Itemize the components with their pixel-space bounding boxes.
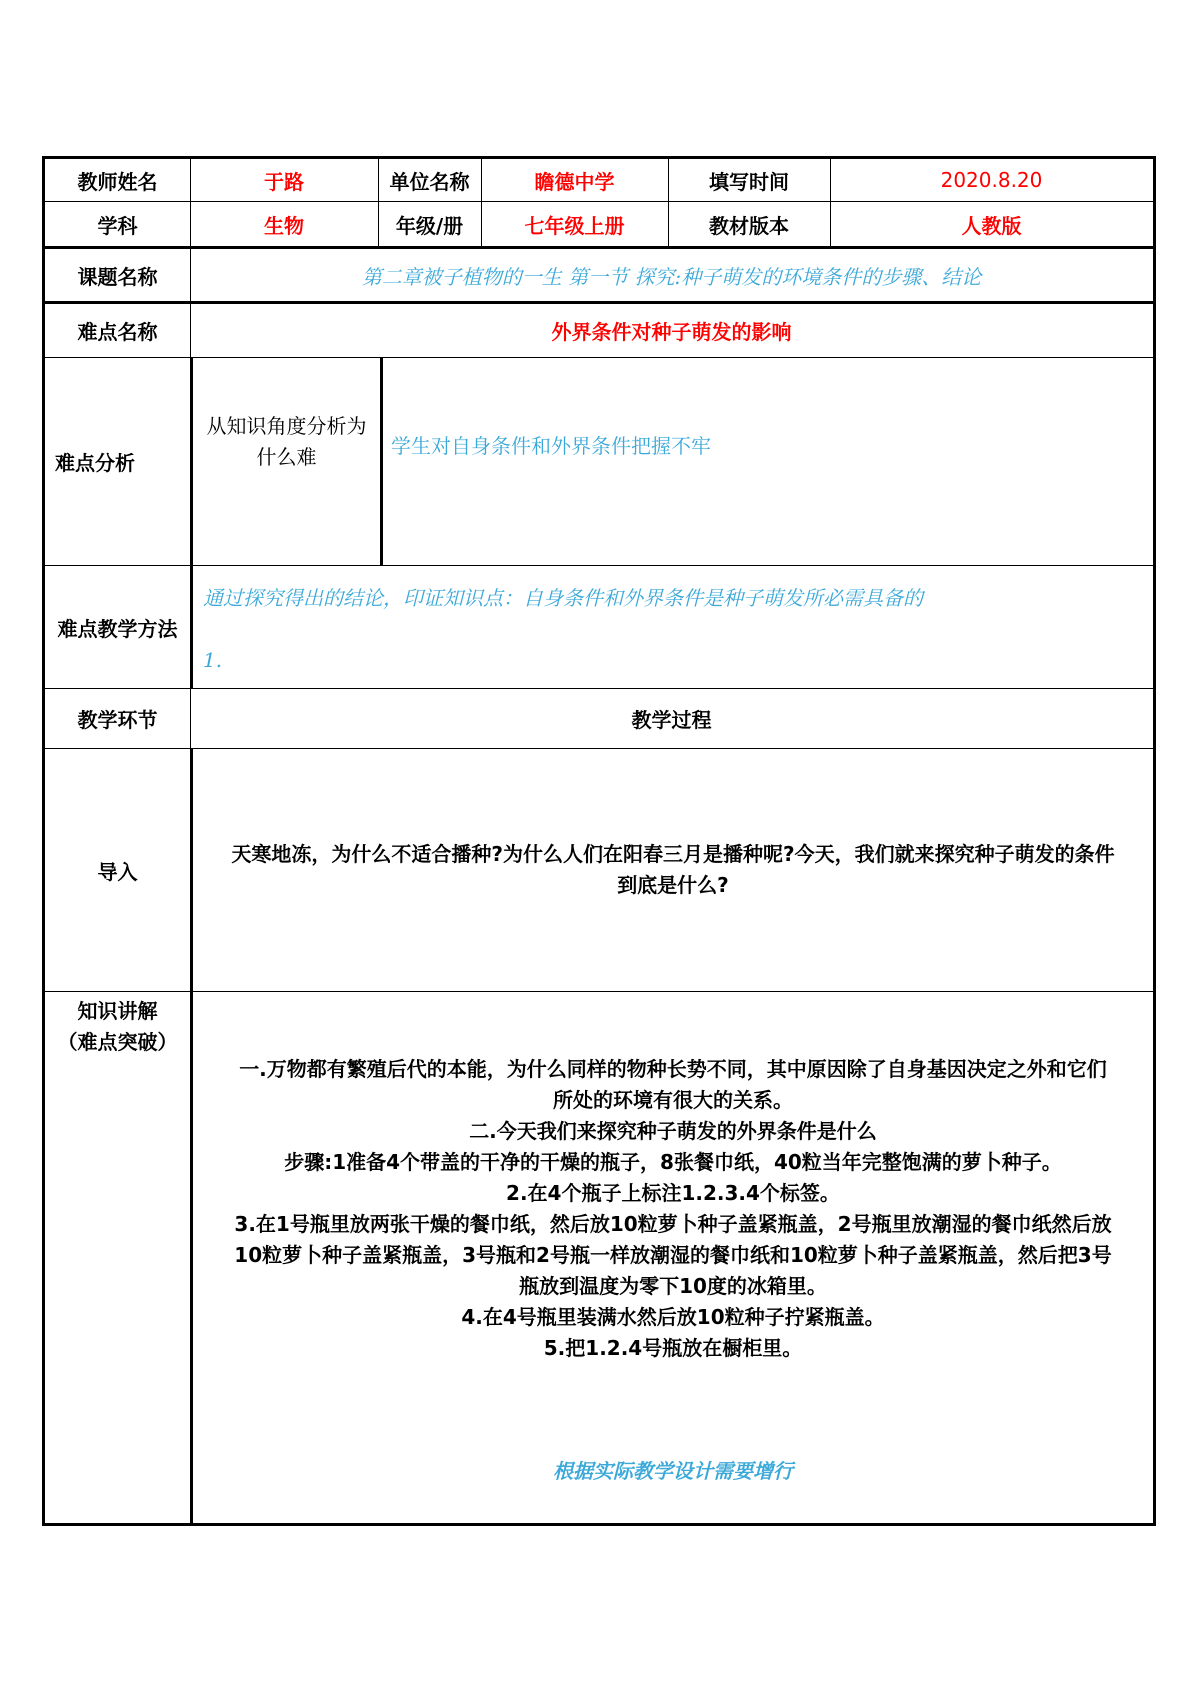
grade-label: 年级/册: [395, 213, 464, 238]
row-subject: [42, 201, 1156, 246]
topic-label: 课题名称: [77, 264, 158, 289]
subject-value: 生物: [264, 213, 304, 238]
teacher-name-value: 于路: [264, 169, 304, 194]
fill-time-label: 填写时间: [709, 169, 789, 194]
knowledge-line: 一.万物都有繁殖后代的本能，为什么同样的物种长势不同，其中原因除了自身基因决定之外和它们: [239, 1057, 1107, 1081]
intro-line1: 天寒地冻，为什么不适合播种?为什么人们在阳春三月是播种呢?今天，我们就来探究种子萌发的条件: [231, 842, 1115, 866]
teaching-process-label: 教学过程: [631, 708, 712, 732]
fill-time-value: 2020.8.20: [940, 168, 1043, 192]
difficulty-value: 外界条件对种子萌发的影响: [551, 320, 792, 344]
knowledge-body: [193, 992, 1153, 1523]
row-analysis: [42, 357, 1156, 565]
knowledge-label-line2: （难点突破）: [57, 1030, 178, 1054]
unit-name-value: 瞻德中学: [534, 169, 615, 194]
teaching-stage-label: 教学环节: [77, 708, 158, 732]
row-process-header: [42, 688, 1156, 748]
teacher-name-label: 教师姓名: [77, 169, 158, 194]
knowledge-line: 3.在1号瓶里放两张干燥的餐巾纸，然后放10粒萝卜种子盖紧瓶盖，2号瓶里放潮湿的餐巾纸然后放: [234, 1212, 1112, 1236]
method-label: 难点教学方法: [57, 616, 178, 641]
topic-value: 第二章被子植物的一生 第一节 探究:种子萌发的环境条件的步骤、结论: [361, 264, 982, 289]
intro-value: [193, 749, 1153, 991]
method-line1: 通过探究得出的结论，印证知识点：自身条件和外界条件是种子萌发所必需具备的: [203, 586, 923, 610]
knowledge-line: 4.在4号瓶里装满水然后放10粒种子拧紧瓶盖。: [461, 1305, 885, 1329]
row-method: [42, 565, 1156, 688]
subject-label: 学科: [97, 213, 138, 238]
knowledge-label-line1: 知识讲解: [77, 999, 158, 1023]
knowledge-line: 步骤:1准备4个带盖的干净的干燥的瓶子，8张餐巾纸，40粒当年完整饱满的萝卜种子。: [284, 1150, 1062, 1174]
textbook-edition-label: 教材版本: [709, 213, 789, 238]
knowledge-footer-note: 根据实际教学设计需要增行: [553, 1459, 793, 1483]
difficulty-label: 难点名称: [77, 320, 158, 344]
analysis-label: 难点分析: [55, 451, 135, 475]
row-intro: [42, 748, 1156, 991]
knowledge-line: 10粒萝卜种子盖紧瓶盖，3号瓶和2号瓶一样放潮湿的餐巾纸和10粒萝卜种子盖紧瓶盖，然后把3号: [234, 1243, 1112, 1267]
lesson-plan-table: [42, 156, 1156, 1526]
intro-line2: 到底是什么?: [617, 873, 729, 897]
knowledge-line: 所处的环境有很大的关系。: [553, 1088, 793, 1112]
row-topic: [42, 246, 1156, 301]
analysis-value: 学生对自身条件和外界条件把握不牢: [391, 434, 711, 458]
knowledge-line: 瓶放到温度为零下10度的冰箱里。: [519, 1274, 827, 1298]
grade-value: 七年级上册: [524, 213, 625, 238]
knowledge-line: 二.今天我们来探究种子萌发的外界条件是什么: [469, 1119, 877, 1143]
row-teacher: [42, 156, 1156, 201]
analysis-sub-label-line2: 什么难: [256, 444, 317, 469]
knowledge-line: 5.把1.2.4号瓶放在橱柜里。: [543, 1336, 803, 1360]
analysis-sub-label-line1: 从知识角度分析为: [206, 413, 367, 438]
intro-label: 导入: [97, 859, 138, 884]
method-value: [193, 566, 1153, 688]
row-knowledge: [42, 991, 1156, 1526]
analysis-sub-label: [193, 318, 380, 565]
textbook-edition-value: 人教版: [961, 213, 1022, 238]
knowledge-line: 2.在4个瓶子上标注1.2.3.4个标签。: [506, 1181, 840, 1205]
unit-name-label: 单位名称: [389, 169, 470, 194]
knowledge-label: [45, 992, 190, 1523]
method-line2: 1.: [203, 648, 223, 672]
